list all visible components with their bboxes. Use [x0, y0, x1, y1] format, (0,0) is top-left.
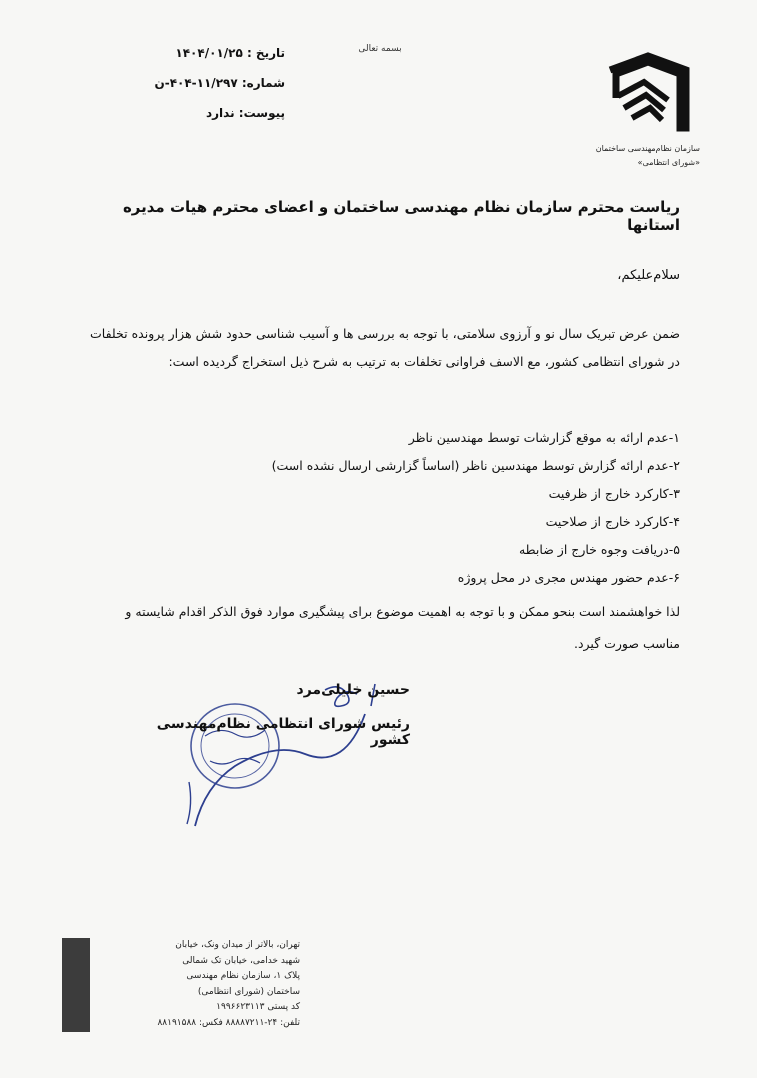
- signer-title: رئیس شورای انتظامی نظام‌مهندسی کشور: [156, 716, 410, 748]
- list-item: ۴-کارکرد خارج از صلاحیت: [545, 514, 680, 529]
- list-item: ۳-کارکرد خارج از ظرفیت: [548, 486, 680, 501]
- number-line: شماره: ۱۱/۲۹۷-۴۰۴-ن: [154, 76, 285, 90]
- closing-paragraph: لذا خواهشمند است بنحو ممکن و با توجه به اهمیت موضوع برای پیشگیری موارد فوق الذکر اقدام شایسته و مناسب صورت گیرد.: [125, 604, 680, 651]
- attachment-line: پیوست: ندارد: [205, 106, 285, 120]
- list-item: ۵-دریافت وجوه خارج از ضابطه: [518, 542, 680, 557]
- signer-name: حسین خلیلی‌مرد: [296, 682, 410, 698]
- address-line: تهران، بالاتر از میدان ونک، خیابان: [175, 940, 300, 950]
- intro-paragraph: ضمن عرض تبریک سال نو و آرزوی سلامتی، با توجه به بررسی ها و آسیب شناسی حدود شش هزار پرونده تخلفات در شورای انتظامی کشور، مع الاسف فراوانی تخلفات به ترتیب به شرح ذیل استخراج گردیده است:: [90, 326, 680, 369]
- footer-address: [100, 938, 300, 1031]
- address-line: کد پستی ۱۹۹۶۶۲۳۱۱۳: [216, 1002, 300, 1012]
- address-line: تلفن: ۲۴-۸۸۸۸۷۲۱۱ فکس: ۸۸۱۹۱۵۸۸: [157, 1017, 300, 1028]
- letter-meta: [85, 38, 285, 128]
- organization-name: سازمان نظام‌مهندسی ساختمان «شورای انتظامی»: [595, 144, 700, 167]
- date-line: تاریخ : ۱۴۰۴/۰۱/۲۵: [175, 46, 285, 60]
- signature-stamp-icon: [175, 676, 405, 831]
- violations-list: [100, 424, 680, 592]
- greeting: سلام‌علیکم،: [617, 268, 680, 283]
- address-line: شهید خدامی، خیابان تک شمالی: [182, 955, 300, 966]
- list-item: ۲-عدم ارائه گزارش توسط مهندسین ناظر (اساساً گزارشی ارسال نشده است): [271, 458, 680, 473]
- recipient-line: ریاست محترم سازمان نظام مهندسی ساختمان و اعضای محترم هیات مدیره استانها: [122, 198, 680, 234]
- bismillah: بسمه تعالی: [358, 44, 402, 54]
- list-item: ۱-عدم ارائه به موقع گزارشات توسط مهندسین ناظر: [408, 430, 680, 445]
- list-item: ۶-عدم حضور مهندس مجری در محل پروژه: [457, 570, 680, 585]
- address-line: ساختمان (شورای انتظامی): [197, 986, 300, 997]
- address-line: پلاک ۱، سازمان نظام مهندسی: [186, 971, 300, 981]
- organization-logo-icon: [606, 52, 690, 132]
- barcode-strip: [62, 938, 90, 1032]
